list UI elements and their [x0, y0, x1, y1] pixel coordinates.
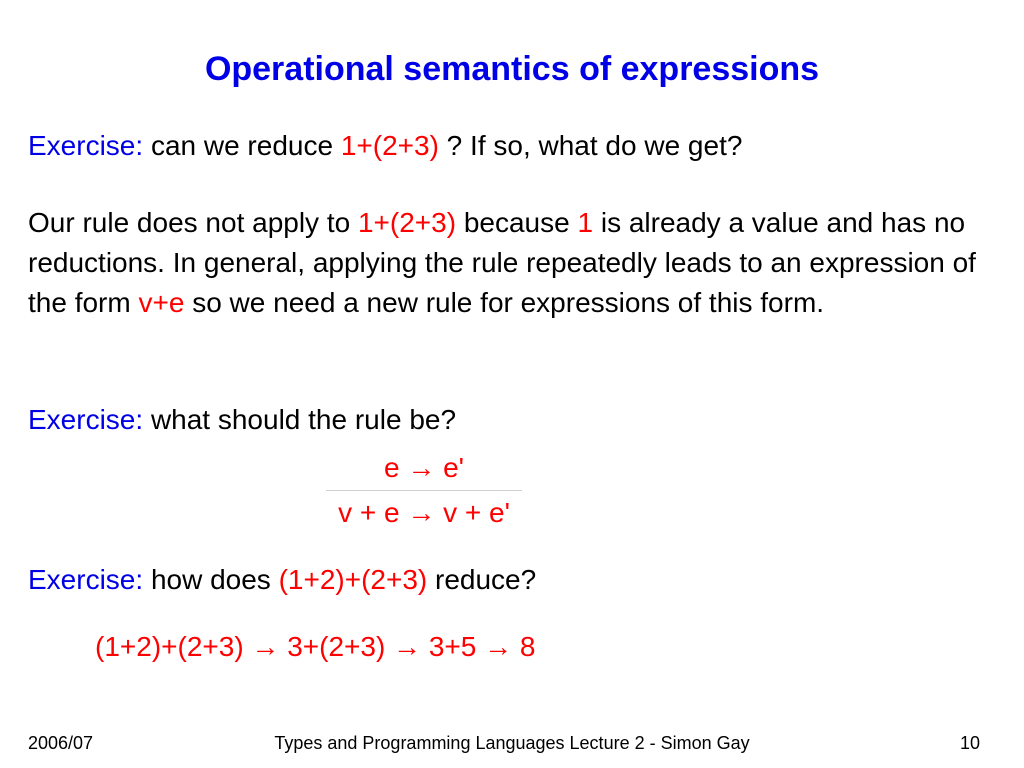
explanation-expression-3: v+e: [138, 287, 185, 318]
explanation-text-a: Our rule does not apply to: [28, 207, 358, 238]
exercise-1: [28, 126, 742, 166]
explanation-expression-1: 1+(2+3): [357, 207, 457, 238]
reduction-chain: (1+2)+(2+3) → 3+(2+3) → 3+5 → 8: [95, 631, 536, 662]
exercise-3-text-b: reduce?: [427, 564, 537, 595]
explanation-text-d: so we need a new rule for expressions of this form.: [184, 287, 825, 318]
exercise-3: [28, 560, 536, 600]
exercise-1-expression: 1+(2+3): [340, 130, 439, 161]
exercise-label: Exercise:: [28, 404, 144, 435]
rule-premise: e → e': [383, 452, 465, 483]
exercise-2-text: what should the rule be?: [150, 404, 457, 435]
exercise-1-text-b: ? If so, what do we get?: [438, 130, 743, 161]
exercise-3-expression: (1+2)+(2+3): [278, 564, 428, 595]
rule-divider-line: [326, 490, 522, 491]
rule-conclusion: v + e → v + e': [338, 497, 510, 528]
exercise-label: Exercise:: [28, 564, 144, 595]
explanation-text-b: because: [456, 207, 578, 238]
inference-rule: [326, 450, 522, 531]
explanation-paragraph: [28, 203, 1008, 323]
exercise-1-text-a: can we reduce: [150, 130, 341, 161]
footer-page-number: 10: [959, 733, 980, 753]
exercise-3-text-a: how does: [150, 564, 279, 595]
explanation-expression-2: 1: [577, 207, 594, 238]
footer-date: 2006/07: [28, 733, 94, 753]
explanation-text-c: is already a value and has no reductions. In general, applying the rule repeatedly leads to an expression of the form: [28, 207, 976, 318]
exercise-2: [28, 400, 456, 440]
exercise-label: Exercise:: [28, 130, 144, 161]
footer-course-title: Types and Programming Languages Lecture 2 - Simon Gay: [274, 733, 750, 753]
slide-title: Operational semantics of expressions: [204, 50, 820, 88]
